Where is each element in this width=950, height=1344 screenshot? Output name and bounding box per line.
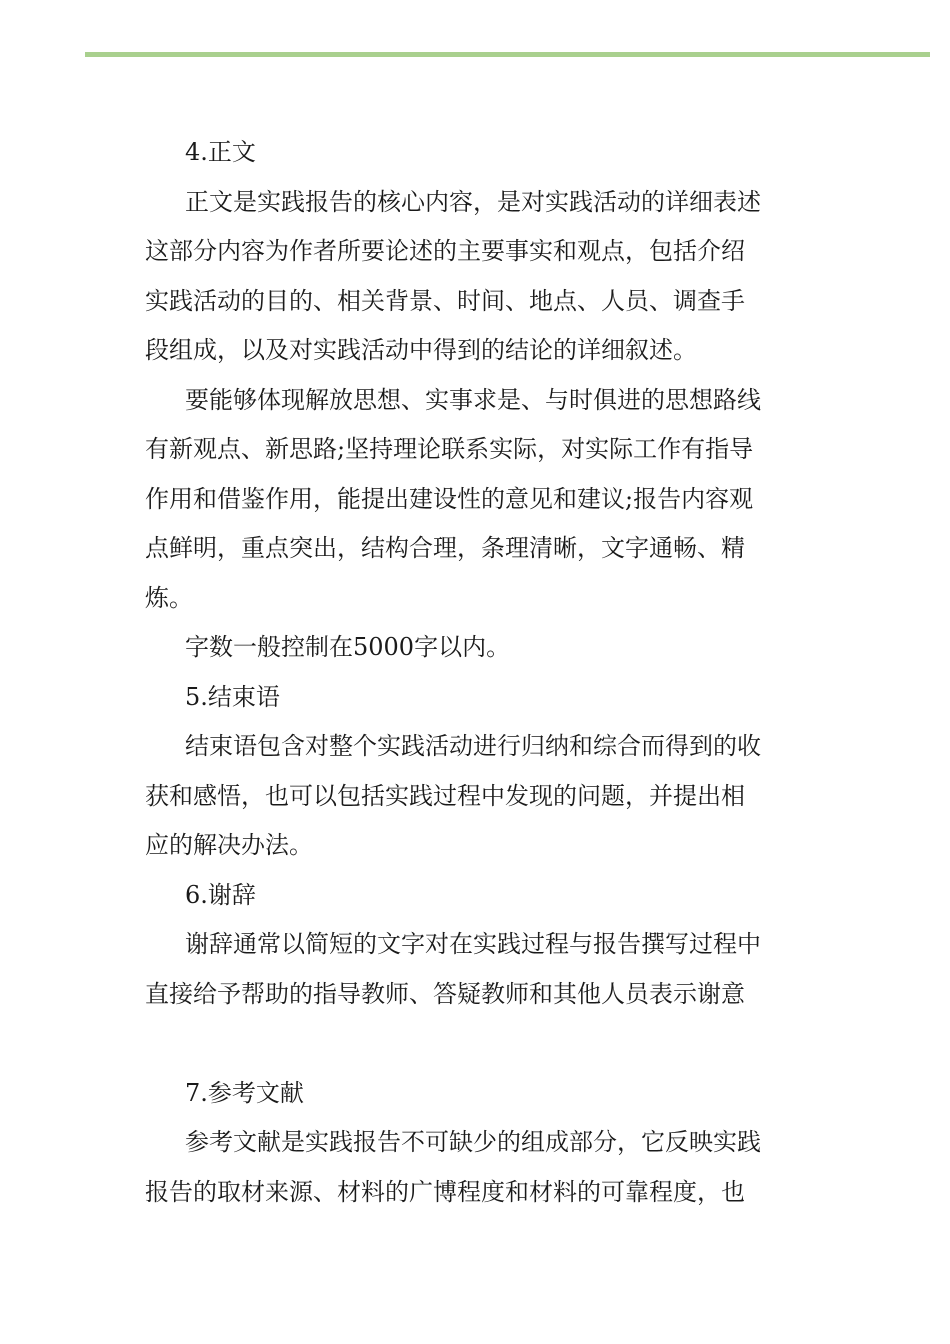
paragraph-line: 获和感悟，也可以包括实践过程中发现的问题，并提出相: [145, 781, 745, 810]
paragraph-line: 正文是实践报告的核心内容，是对实践活动的详细表述: [185, 187, 761, 216]
section-heading-4: 4.正文: [185, 138, 256, 166]
paragraph-line: 报告的取材来源、材料的广博程度和材料的可靠程度，也: [145, 1177, 745, 1206]
paragraph-line: 炼。: [145, 583, 193, 612]
blank-line: [145, 1019, 807, 1069]
paragraph-line: 点鲜明，重点突出，结构合理，条理清晰，文字通畅、精: [145, 534, 745, 562]
document-body: [145, 128, 807, 1217]
paragraph-line: 实践活动的目的、相关背景、时间、地点、人员、调查手: [145, 286, 745, 315]
paragraph-line: 结束语包含对整个实践活动进行归纳和综合而得到的收: [185, 732, 761, 760]
paragraph-line: 这部分内容为作者所要论述的主要事实和观点，包括介绍: [145, 237, 745, 265]
paragraph-line: 字数一般控制在5000字以内。: [185, 633, 511, 661]
paragraph-line: 参考文献是实践报告不可缺少的组成部分，它反映实践: [185, 1128, 761, 1156]
paragraph-line: 要能够体现解放思想、实事求是、与时俱进的思想路线: [185, 385, 761, 414]
section-heading-6: 6.谢辞: [185, 880, 256, 909]
paragraph-line: 应的解决办法。: [145, 831, 313, 859]
paragraph-line: 有新观点、新思路;坚持理论联系实际，对实际工作有指导: [145, 435, 754, 463]
paragraph-line: 直接给予帮助的指导教师、答疑教师和其他人员表示谢意: [145, 979, 745, 1008]
paragraph-line: 段组成，以及对实践活动中得到的结论的详细叙述。: [145, 336, 697, 364]
header-rule: [85, 52, 930, 57]
section-heading-7: 7.参考文献: [185, 1078, 304, 1107]
section-heading-5: 5.结束语: [185, 682, 280, 711]
paragraph-line: 作用和借鉴作用，能提出建设性的意见和建议;报告内容观: [145, 484, 754, 513]
paragraph-line: 谢辞通常以简短的文字对在实践过程与报告撰写过程中: [185, 930, 761, 958]
